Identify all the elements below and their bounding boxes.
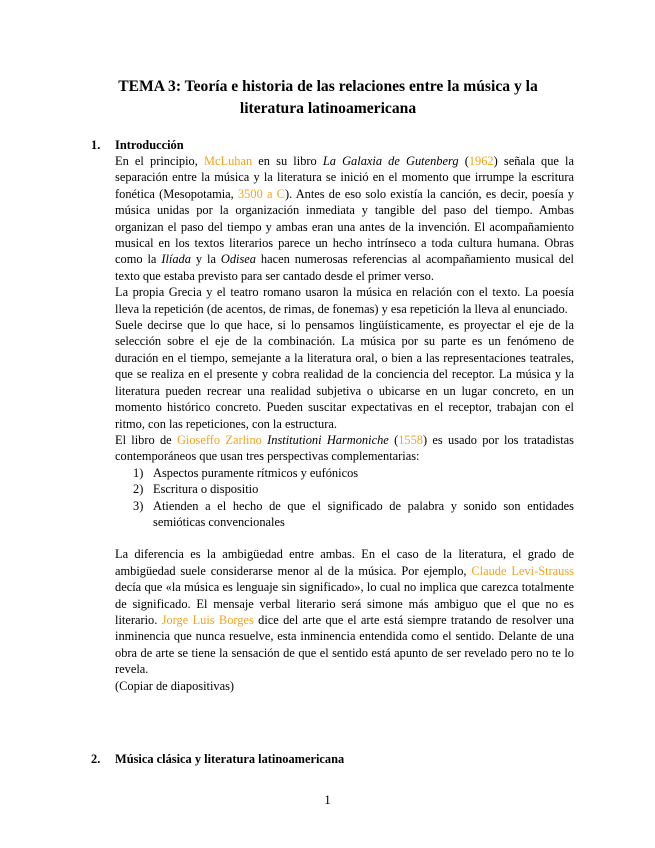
paragraph-4: El libro de Gioseffo Zarlino Institutioni Harmoniche (1558) es usado por los tratadistas contemporáneos que usan tres perspectivas complementarias: bbox=[115, 432, 574, 464]
paragraph-5: La diferencia es la ambigüedad entre ambas. En el caso de la literatura, el grado de ambigüedad suele considerarse menor al de la música. Por ejemplo, Claude Levi-Strauss decía que «la música es lenguaje sin significado», lo cual no implica que carezca totalmente de significado. El mensaje verbal literario será simone más ambiguo que el que no es literario. Jorge Luis Borges dice del arte que el arte está siempre tratando de resolver una inminencia que nunca resuelve, esta inminencia entendida como el sentido. Delante de una obra de arte se tiene la sensación de que el sentido está apunto de ser revelado pero no te lo revela. bbox=[115, 547, 574, 677]
section-1-number: 1. bbox=[91, 138, 101, 152]
paragraph-3: Suele decirse que lo que hace, si lo pensamos lingüísticamente, es proyectar el eje de la selección sobre el eje de la combinación. La música por su parte es un fenómeno de duración en el tiempo, semejante a la literatura oral, o bien a las representaciones teatrales, que se realiza en el presente y cobra realidad de la conciencia del receptor. La música y la literatura pueden recrear una realidad subjetiva o ubicarse en un lugar concreto, en un momento histórico concreto. Pueden suscitar expectativas en el receptor, trabajan con el ritmo, con las repeticiones, con la estructura. bbox=[115, 318, 574, 431]
section-1-title: Introducción bbox=[115, 138, 184, 152]
highlight-borges: Jorge Luis Borges bbox=[161, 612, 254, 627]
list-item: 3) Atienden a el hecho de que el significado de palabra y sonido son entidades semióticas convencionales bbox=[133, 498, 574, 529]
page-number: 1 bbox=[324, 792, 331, 807]
paragraph-1: En el principio, McLuhan en su libro La Galaxia de Gutenberg (1962) señala que la separación entre la música y la literatura se inició en el momento que irrumpe la escritura fonética (Mesopotamia, 3500 a C). Antes de eso solo existía la canción, es decir, poesía y música unidas por la organización inmediata y tangible del paso del tiempo. Ambas organizan el paso del tiempo y ambas eran una antes de la invención. El acompañamiento musical en los textos literarios parece un hecho intrínseco a toda cultura humana. Obras como la Ilíada y la Odisea hacen numerosas referencias al acompañamiento musical del texto que estaba previsto para ser cantado desde el primer verso. bbox=[115, 154, 574, 283]
highlight-3500: 3500 a C bbox=[237, 186, 285, 201]
list-item: 1) Aspectos puramente rítmicos y eufónicos bbox=[133, 465, 359, 480]
section-1-body bbox=[115, 153, 574, 694]
list-item: 2) Escritura o dispositio bbox=[133, 482, 259, 497]
paragraph-6: (Copiar de diapositivas) bbox=[115, 678, 235, 693]
highlight-year-1962: 1962 bbox=[468, 154, 494, 168]
perspectives-list bbox=[115, 465, 574, 531]
link-mcluhan: McLuhan bbox=[203, 154, 253, 168]
section-2-title: Música clásica y literatura latinoamericana bbox=[115, 752, 345, 766]
section-1-heading bbox=[91, 137, 184, 153]
highlight-zarlino: Gioseffo Zarlino bbox=[176, 432, 262, 447]
section-2-heading bbox=[91, 751, 345, 767]
highlight-year-1558: 1558 bbox=[398, 432, 423, 447]
document-title: TEMA 3: Teoría e historia de las relaciones entre la música y la literatura latinoamericana bbox=[118, 78, 538, 117]
highlight-levi-strauss: Claude Levi-Strauss bbox=[471, 563, 574, 578]
section-2-number: 2. bbox=[91, 752, 101, 766]
paragraph-2: La propia Grecia y el teatro romano usaron la música en relación con el texto. La poesía lleva la repetición (de acentos, de rimas, de fonemas) y esa repetición la lleva al enunciado. bbox=[115, 285, 574, 316]
